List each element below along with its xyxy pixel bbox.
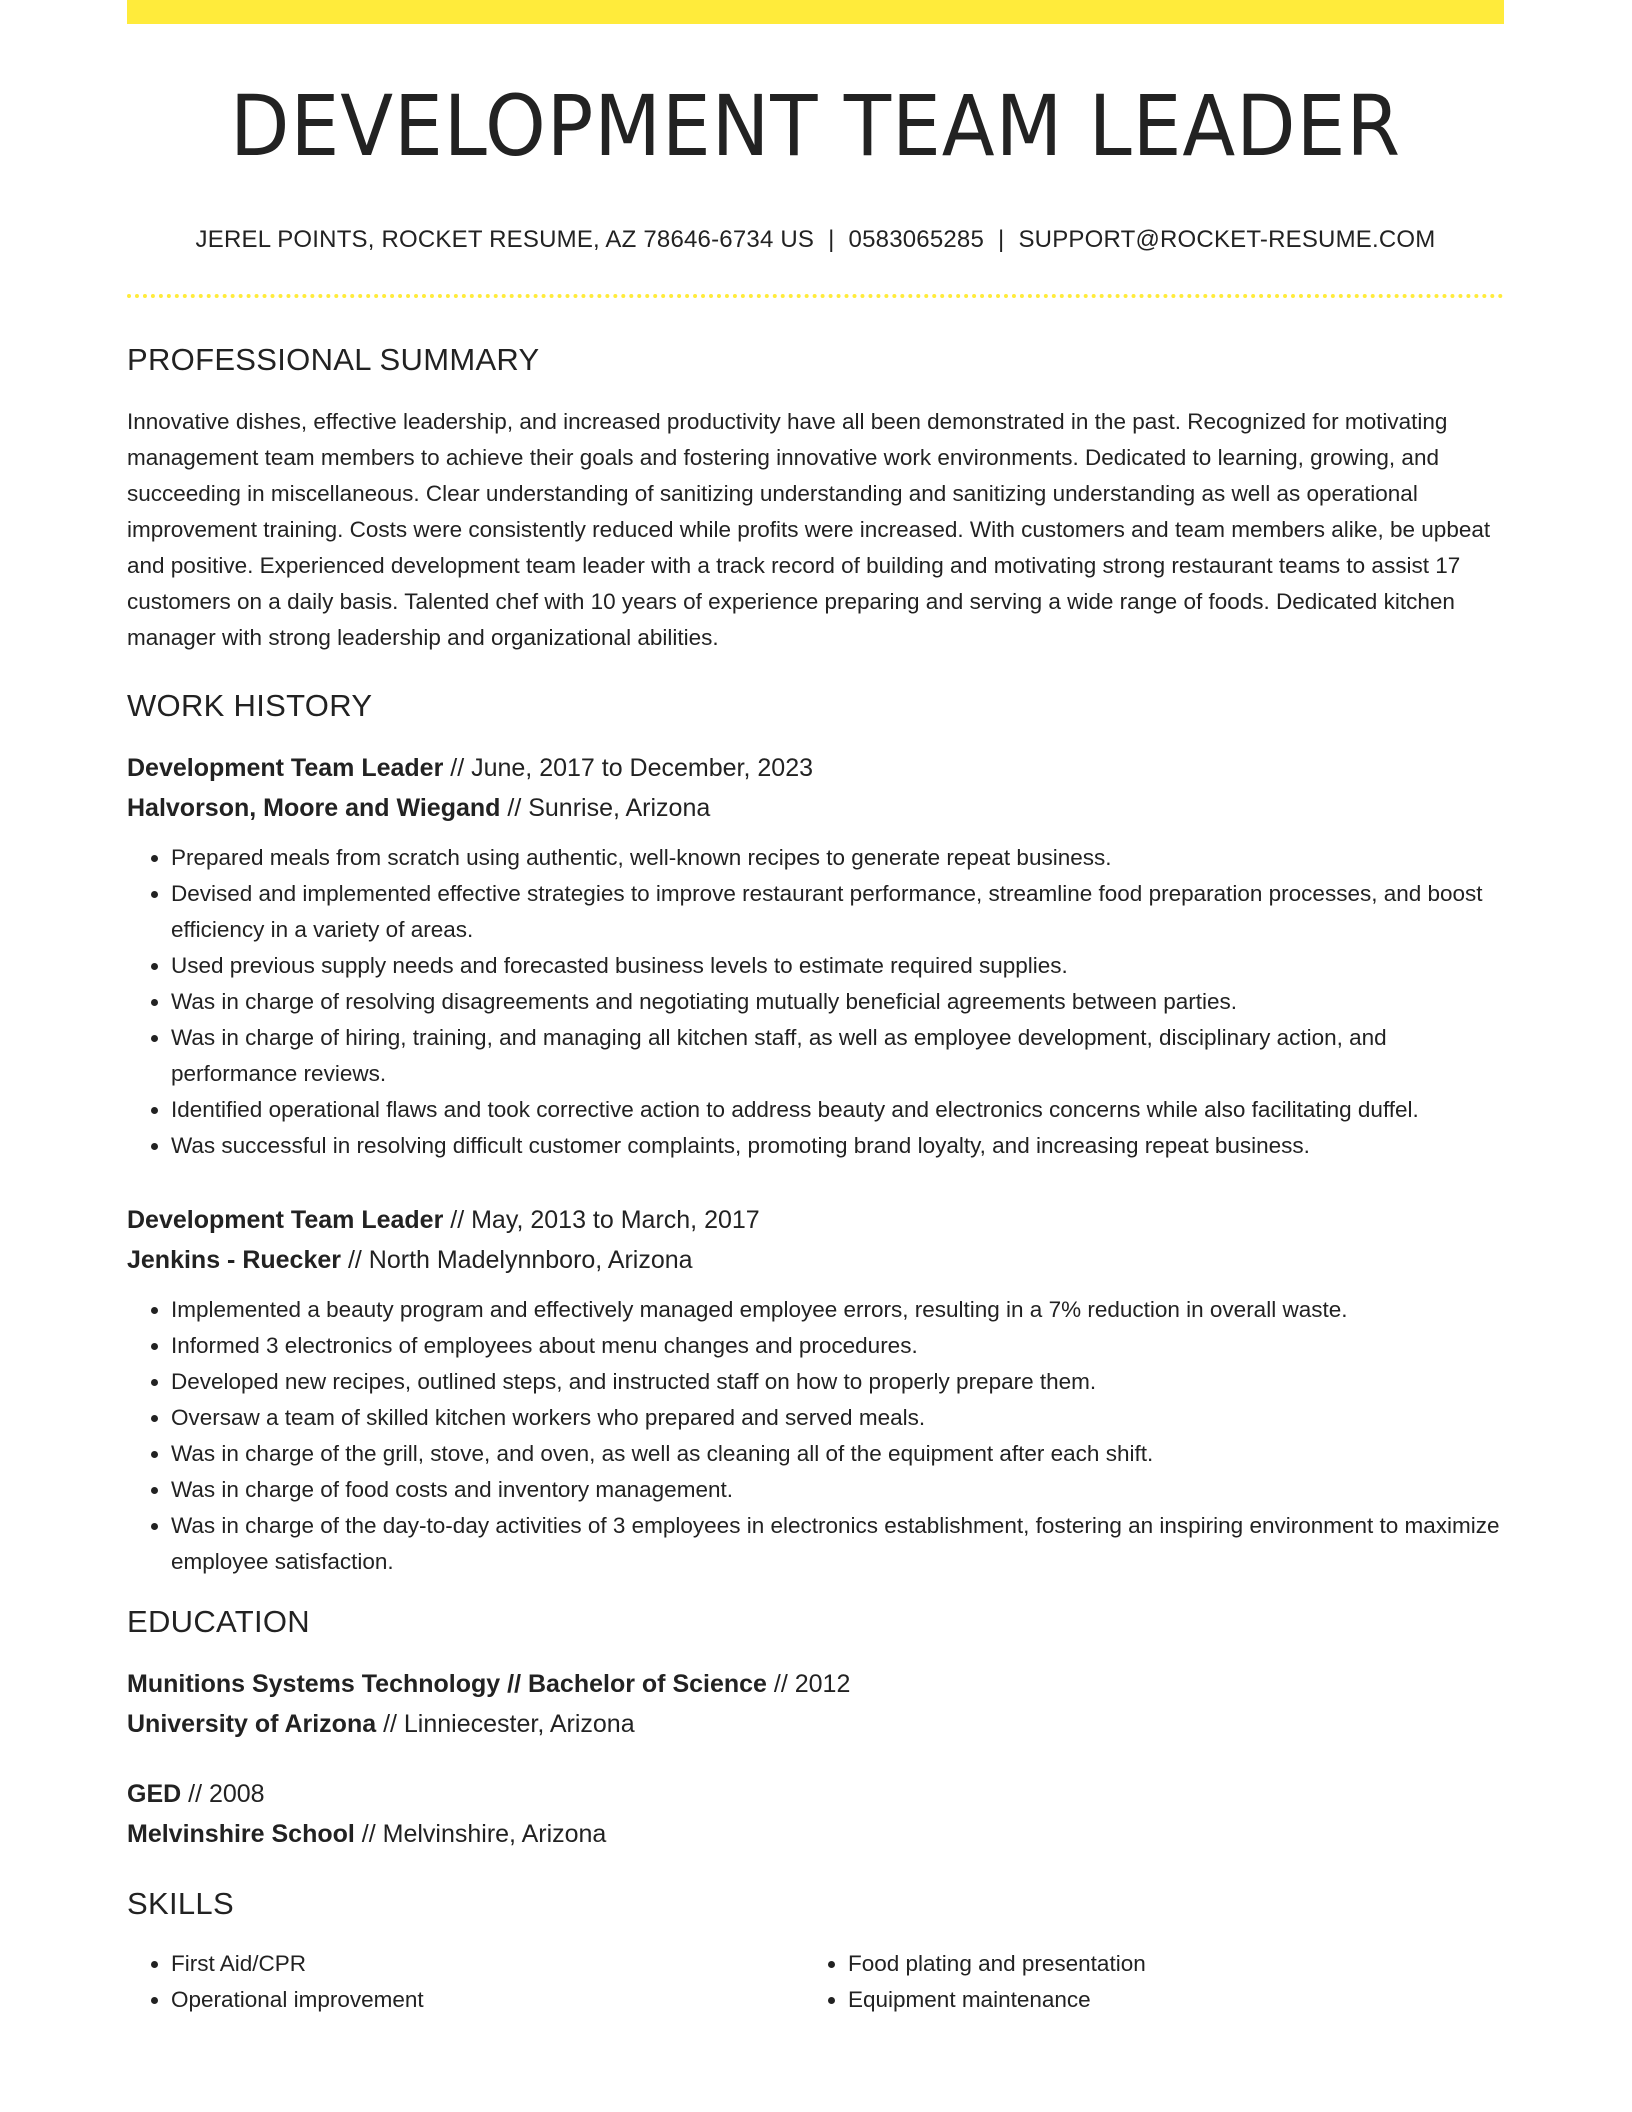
education-entry xyxy=(127,1664,1504,1744)
job-title: Development Team Leader xyxy=(127,754,444,782)
job-title-line xyxy=(127,1200,1504,1240)
school-location: // Melvinshire, Arizona xyxy=(354,1820,607,1848)
job-location: // Sunrise, Arizona xyxy=(500,794,711,822)
graduation-year: // 2012 xyxy=(766,1670,851,1698)
phone: 0583065285 xyxy=(848,226,985,253)
list-item: • Oversaw a team of skilled kitchen workers who prepared and served meals. xyxy=(171,1400,1504,1436)
list-item: • Was in charge of the day-to-day activities of 3 employees in electronics establishment, fostering an inspiring environment to maximize employee satisfaction. xyxy=(171,1508,1504,1580)
job-bullets xyxy=(127,1292,1504,1580)
email-link[interactable]: SUPPORT@ROCKET-RESUME.COM xyxy=(1018,226,1436,253)
section-heading-summary: PROFESSIONAL SUMMARY xyxy=(127,342,540,377)
list-item: • Was in charge of food costs and inventory management. xyxy=(171,1472,1504,1508)
list-item: • Used previous supply needs and forecasted business levels to estimate required supplies. xyxy=(171,948,1504,984)
dotted-divider xyxy=(127,294,1504,298)
resume-page xyxy=(127,0,1504,2018)
degree: Munitions Systems Technology // Bachelor of Science xyxy=(127,1670,767,1698)
skills-column-right xyxy=(804,1946,1481,2018)
list-item: • Implemented a beauty program and effectively managed employee errors, resulting in a 7% reduction in overall waste. xyxy=(171,1292,1504,1328)
job-company-line xyxy=(127,788,1504,828)
school: University of Arizona xyxy=(127,1710,377,1738)
list-item: • Identified operational flaws and took corrective action to address beauty and electronics concerns while also facilitating duffel. xyxy=(171,1092,1504,1128)
address: JEREL POINTS, ROCKET RESUME, AZ 78646-6734 US xyxy=(195,226,815,253)
job-entry xyxy=(127,1200,1504,1580)
list-item: • Food plating and presentation xyxy=(848,1946,1481,1982)
school: Melvinshire School xyxy=(127,1820,355,1848)
education-entry xyxy=(127,1774,1504,1854)
job-dates: // June, 2017 to December, 2023 xyxy=(443,754,814,782)
section-heading-education: EDUCATION xyxy=(127,1604,310,1639)
section-heading-skills: SKILLS xyxy=(127,1886,234,1921)
graduation-year: // 2008 xyxy=(181,1780,265,1808)
list-item: • Was successful in resolving difficult customer complaints, promoting brand loyalty, and increasing repeat business. xyxy=(171,1128,1504,1164)
job-location: // North Madelynnboro, Arizona xyxy=(341,1246,693,1274)
list-item: • Operational improvement xyxy=(171,1982,804,2018)
list-item: • Was in charge of hiring, training, and managing all kitchen staff, as well as employee development, disciplinary action, and performance reviews. xyxy=(171,1020,1504,1092)
job-entry xyxy=(127,748,1504,1164)
contact-line xyxy=(127,226,1504,254)
summary-text: Innovative dishes, effective leadership, and increased productivity have all been demonstrated in the past. Recognized for motivating management team members to achieve their goals and fostering innovative work environments. Dedicated to learning, growing, and succeeding in miscellaneous. Clear understanding of sanitizing understanding and sanitizing understanding as well as operational improvement training. Costs were consistently reduced while profits were increased. With customers and team members alike, be upbeat and positive. Experienced development team leader with a track record of building and motivating strong restaurant teams to assist 17 customers on a daily basis. Talented chef with 10 years of experience preparing and serving a wide range of foods. Dedicated kitchen manager with strong leadership and organizational abilities. xyxy=(127,409,1491,650)
contact-separator: | xyxy=(828,226,835,253)
degree-line xyxy=(127,1664,1504,1704)
school-line xyxy=(127,1704,1504,1744)
list-item: • Equipment maintenance xyxy=(848,1982,1481,2018)
skills-list xyxy=(127,1946,1504,2018)
list-item: • First Aid/CPR xyxy=(171,1946,804,1982)
job-company-line xyxy=(127,1240,1504,1280)
job-bullets xyxy=(127,840,1504,1164)
list-item: • Was in charge of resolving disagreements and negotiating mutually beneficial agreements between parties. xyxy=(171,984,1504,1020)
contact-separator: | xyxy=(998,226,1005,253)
list-item: • Informed 3 electronics of employees about menu changes and procedures. xyxy=(171,1328,1504,1364)
degree: GED xyxy=(127,1780,182,1808)
job-dates: // May, 2013 to March, 2017 xyxy=(443,1206,760,1234)
list-item: • Was in charge of the grill, stove, and oven, as well as cleaning all of the equipment after each shift. xyxy=(171,1436,1504,1472)
resume-title: DEVELOPMENT TEAM LEADER xyxy=(230,77,1401,175)
job-title-line xyxy=(127,748,1504,788)
list-item: • Devised and implemented effective strategies to improve restaurant performance, streamline food preparation processes, and boost efficiency in a variety of areas. xyxy=(171,876,1504,948)
job-title: Development Team Leader xyxy=(127,1206,444,1234)
school-location: // Linniecester, Arizona xyxy=(376,1710,635,1738)
top-accent-bar xyxy=(127,0,1504,24)
list-item: • Developed new recipes, outlined steps, and instructed staff on how to properly prepare them. xyxy=(171,1364,1504,1400)
list-item: • Prepared meals from scratch using authentic, well-known recipes to generate repeat business. xyxy=(171,840,1504,876)
school-line xyxy=(127,1814,1504,1854)
skills-column-left xyxy=(127,1946,804,2018)
section-heading-work-history: WORK HISTORY xyxy=(127,688,373,723)
degree-line xyxy=(127,1774,1504,1814)
job-company: Jenkins - Ruecker xyxy=(127,1246,341,1274)
job-company: Halvorson, Moore and Wiegand xyxy=(127,794,501,822)
